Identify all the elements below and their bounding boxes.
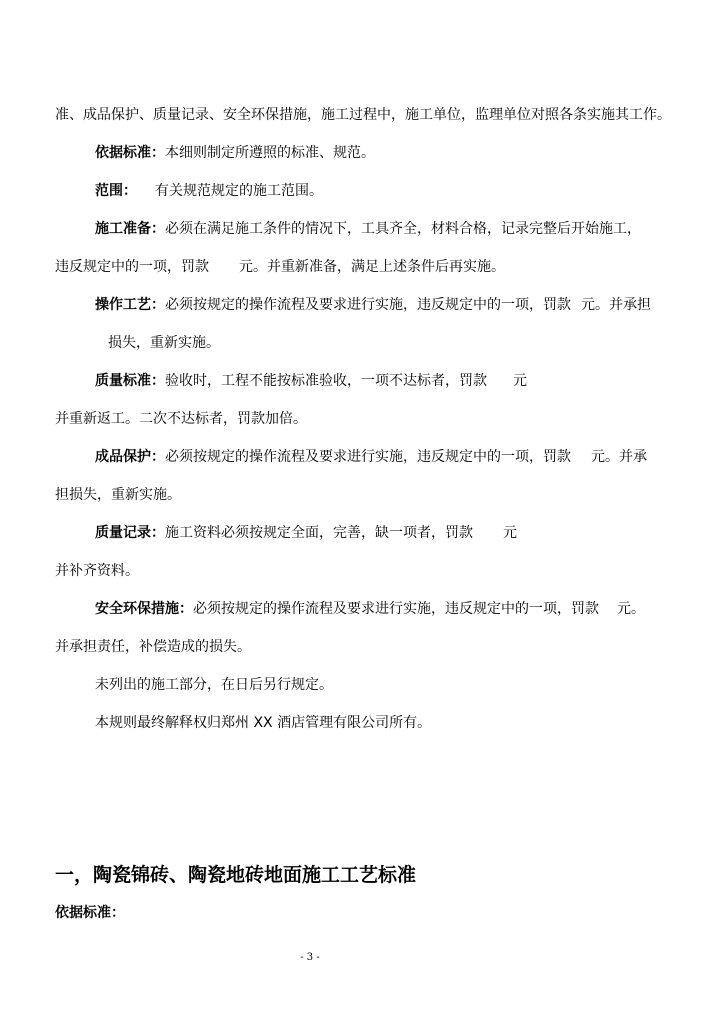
quality-cont: 并重新返工。二次不达标者，罚款加倍。 bbox=[55, 411, 307, 427]
section-basis-label: 依据标准： bbox=[55, 905, 125, 921]
intro-text: 准、成品保护、质量记录、安全环保措施，施工过程中，施工单位，监理单位对照各条实施其工作。 bbox=[55, 107, 671, 123]
protect-line bbox=[95, 447, 647, 467]
safety-text-a: 必须按规定的操作流程及要求进行实施，违反规定中的一项，罚款 bbox=[193, 601, 599, 617]
scope-text: 有关规范规定的施工范围。 bbox=[155, 183, 323, 199]
prep-text: 必须在满足施工条件的情况下，工具齐全，材料合格，记录完整后开始施工， bbox=[165, 221, 641, 237]
scope-line bbox=[95, 181, 323, 201]
rights-text: 本规则最终解释权归郑州 XX 酒店管理有限公司所有。 bbox=[95, 715, 432, 731]
prep-cont-a: 违反规定中的一项，罚款 bbox=[55, 259, 209, 275]
section-heading: 一，陶瓷锦砖、陶瓷地砖地面施工工艺标准 bbox=[55, 864, 417, 886]
record-cont-line bbox=[55, 561, 139, 581]
process-cont-line bbox=[108, 333, 220, 353]
unlisted-text: 未列出的施工部分，在日后另行规定。 bbox=[95, 677, 333, 693]
quality-text-b: 元 bbox=[513, 373, 527, 389]
record-cont: 并补齐资料。 bbox=[55, 563, 139, 579]
page-number: - 3 - bbox=[300, 952, 320, 963]
basis-line bbox=[95, 143, 375, 163]
safety-cont: 并承担责任，补偿造成的损失。 bbox=[55, 639, 251, 655]
prep-label: 施工准备： bbox=[95, 221, 165, 237]
prep-line bbox=[95, 219, 641, 239]
scope-label: 范围： bbox=[95, 183, 137, 199]
protect-cont: 担损失，重新实施。 bbox=[55, 487, 181, 503]
safety-line bbox=[95, 599, 645, 619]
record-text-b: 元 bbox=[503, 525, 517, 541]
unlisted-line bbox=[95, 675, 333, 695]
safety-label: 安全环保措施： bbox=[95, 601, 193, 617]
protect-cont-line bbox=[55, 485, 181, 505]
process-text-b: 元。并承担 bbox=[581, 297, 651, 313]
process-label: 操作工艺： bbox=[95, 297, 165, 313]
protect-text-a: 必须按规定的操作流程及要求进行实施，违反规定中的一项，罚款 bbox=[165, 449, 571, 465]
rights-line bbox=[95, 713, 431, 733]
quality-line bbox=[95, 371, 527, 391]
protect-text-b: 元。并承 bbox=[591, 449, 647, 465]
quality-text-a: 验收时，工程不能按标准验收，一项不达标者，罚款 bbox=[165, 373, 487, 389]
quality-cont-line bbox=[55, 409, 307, 429]
basis-label: 依据标准： bbox=[95, 145, 165, 161]
record-text-a: 施工资料必须按规定全面，完善，缺一项者，罚款 bbox=[165, 525, 473, 541]
safety-cont-line bbox=[55, 637, 251, 657]
protect-label: 成品保护： bbox=[95, 449, 165, 465]
process-line bbox=[95, 295, 651, 315]
record-line bbox=[95, 523, 517, 543]
process-text-a: 必须按规定的操作流程及要求进行实施，违反规定中的一项，罚款 bbox=[165, 297, 571, 313]
prep-cont-line bbox=[55, 257, 505, 277]
quality-label: 质量标准： bbox=[95, 373, 165, 389]
prep-cont-b: 元。并重新准备，满足上述条件后再实施。 bbox=[239, 259, 505, 275]
safety-text-b: 元。 bbox=[617, 601, 645, 617]
intro-line bbox=[55, 105, 671, 125]
record-label: 质量记录： bbox=[95, 525, 165, 541]
basis-text: 本细则制定所遵照的标准、规范。 bbox=[165, 145, 375, 161]
process-cont: 损失，重新实施。 bbox=[108, 335, 220, 351]
